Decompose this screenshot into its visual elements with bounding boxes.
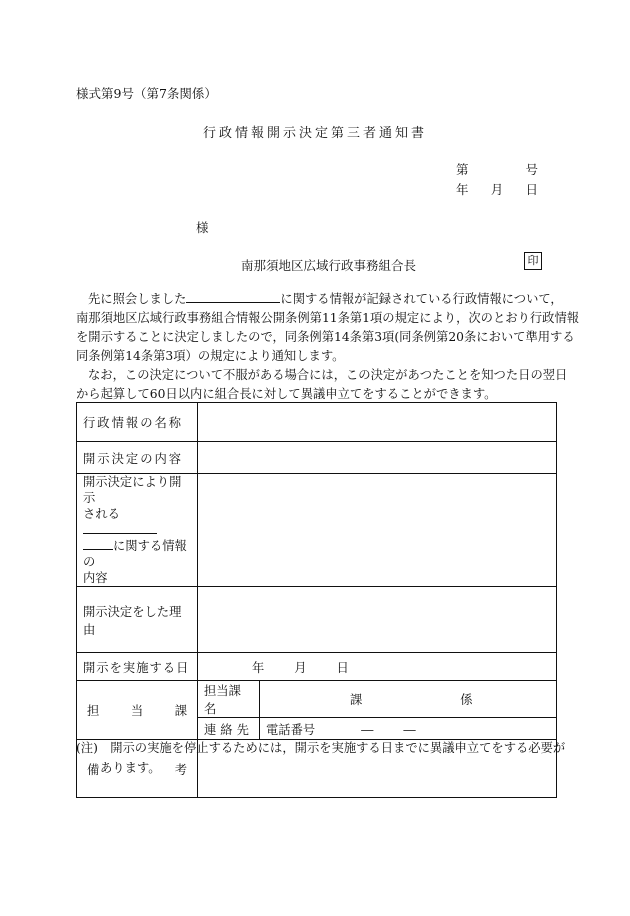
section-kakari: 係 [460,693,473,707]
value-reason [198,587,557,653]
table-row [77,442,557,474]
label-disclosure-date: 開示を実施する日 [77,653,198,681]
staff-char-2: 当 [130,704,144,718]
label-decision-content: 開示決定の内容 [77,442,198,474]
number-prefix: 第 [456,162,469,177]
info-label-line4: 内容 [83,571,108,585]
form-number: 様式第9号（第7条関係） [76,86,217,101]
disclosure-day: 日 [336,660,349,675]
p1-line-4: 同条例第14条第3項）の規定により通知します。 [76,349,345,363]
label-document-name: 行政情報の名称 [77,403,198,442]
footnote [76,738,565,778]
table-row [77,587,557,653]
value-document-name [198,403,557,442]
phone-dash-1: ― [361,722,374,737]
p1-text-a: 先に照会しました [88,292,187,306]
remarks-char-2: 考 [174,762,187,777]
info-blank-2 [83,538,113,550]
p1-text-b: に関する情報が記録されている行政情報について， [280,292,563,306]
info-blank-1 [83,522,157,534]
label-contact: 連絡先 [198,718,260,740]
table-row [77,653,557,681]
date-year: 年 [456,182,469,197]
label-section-name: 担当課名 [198,681,260,718]
footnote-line-1: (注) 開示の実施を停止するためには，開示を実施する日までに異議申立てをする必要が [76,741,566,755]
info-label-line2: される [83,507,120,521]
phone-dash-2: ― [403,722,416,737]
section-ka: 課 [350,693,363,707]
value-section-name [260,681,557,718]
value-decision-content [198,442,557,474]
notice-paragraph-2 [76,366,568,404]
label-reason: 開示決定をした理由 [77,587,198,653]
disclosure-month: 月 [294,660,307,675]
disclosure-year: 年 [252,660,265,675]
table-row [77,681,557,718]
document-number-line [456,160,538,178]
info-label-line1: 開示決定により開示 [83,475,182,505]
footnote-line-2: あります。 [100,761,161,775]
addressee: 様 [196,220,209,235]
number-suffix: 号 [525,162,538,177]
notice-paragraph-1 [76,290,580,366]
value-contact [260,718,557,740]
p2-line-1: なお，この決定について不服がある場合には，この決定があつたことを知つた日の翌日 [88,368,568,382]
value-disclosure-date [198,653,557,681]
p1-line-2: 南那須地区広域行政事務組合情報公開条例第11条第1項の規定により，次のとおり行政情報 [76,311,580,325]
phone-label: 電話番号 [266,722,316,737]
seal-mark: 印 [524,252,542,270]
document-title: 行政情報開示決定第三者通知書 [202,126,427,141]
document-date-line [456,180,538,198]
info-label-line3: に関する情報の [83,539,187,569]
remarks-char-1: 備 [87,762,100,777]
date-day: 日 [525,182,538,197]
staff-char-3: 課 [174,704,187,718]
table-row [77,474,557,587]
value-disclosed-info [198,474,557,587]
subject-blank [186,290,280,303]
label-staff [77,681,198,740]
issuer-name: 南那須地区広域行政事務組合長 [241,258,417,273]
table-row [77,403,557,442]
date-month: 月 [490,182,504,197]
label-disclosed-info [77,474,198,587]
p1-line-3: を開示することに決定しましたので，同条例第14条第3項(同条例第20条において準用する [76,330,575,344]
p2-line-2: から起算して60日以内に組合長に対して異議申立てをすることができます。 [76,387,497,401]
staff-char-1: 担 [87,704,100,718]
